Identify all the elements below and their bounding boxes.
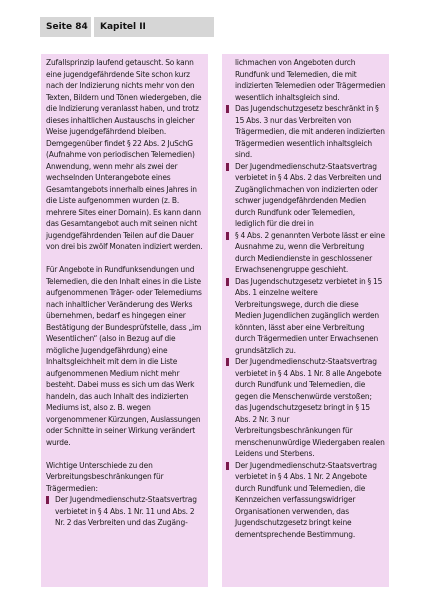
paragraph: Für Angebote in Rundfunksendungen und Telemedien, die den Inhalt eines in die Liste aufgenommenen Träger- oder Telemediums nach inhaltlicher Veränderung des Werks übernehmen, bedarf es hingegen einer Bestätigung der Bundesprüfstelle, dass „im Wesentlichen“ (also in Bezug auf die mögliche Jugendgefährdung) eine Inhaltsgleichheit mit dem in die Liste aufgenommenen Medium nicht mehr besteht. Dabei muss es sich um das Werk handeln, das auch Inhalt des indizierten Mediums ist, also z. B. wegen vorgenommener Kürzungen, Auslassungen oder Schnitte in seiner Wirkung verändert wurde. [46, 264, 202, 447]
list-item: Das Jugendschutzgesetz verbietet in § 15 Abs. 1 einzelne weitere Verbreitungswege, durch die diese Medien Jugendlichen zugänglich werden könnten, lässt aber eine Verbreitung durch Trägermedien unter Erwachsenen grundsätzlich zu. [226, 276, 386, 357]
list-item: Der Jugendmedienschutz-Staatsvertrag verbietet in § 4 Abs. 1 Nr. 2 Angebote durch Rundfunk und Telemedien, die Kennzeichen verfassungswidriger Organisationen verwenden, das Jugendschutzgesetz bringt keine dementsprechende Bestimmung. [226, 460, 386, 541]
list-item: Der Jugendmedienschutz-Staatsvertrag verbietet in § 4 Abs. 1 Nr. 8 alle Angebote durch Rundfunk und Telemedien, die gegen die Menschenwürde verstoßen; das Jugendschutzgesetz bringt in § 15 Abs. 2 Nr. 3 nur Verbreitungsbeschränkungen für menschenunwürdige Wiedergaben realen Leidens und Sterbens. [226, 356, 386, 460]
paragraph: Zufallsprinzip laufend getauscht. So kann eine jugendgefährdende Site schon kurz nach der Indizierung nichts mehr von den Texten, Bildern und Tönen wiedergeben, die die Indizierung veranlasst haben, und trotz dieses inhaltlichen Austauschs in gleicher Weise jugendgefährdend bleiben. Demgegenüber findet § 22 Abs. 2 JuSchG (Aufnahme von periodischen Telemedien) Anwendung, wenn mehr als zwei der wechselnden Unterangebote eines Gesamtangebots innerhalb eines Jahres in die Liste aufgenommen wurden (z. B. mehrere Sites einer Domain). Es kann dann das Gesamtangebot auch mit seinen nicht jugendgefährdenden Teilen auf die Dauer von drei bis zwölf Monaten indiziert werden. [46, 57, 203, 251]
page-header [0, 0, 422, 34]
list-item: Der Jugendmedienschutz-Staatsvertrag verbietet in § 4 Abs. 2 das Verbreiten und Zugänglichmachen von indizierten oder schwer jugendgefährdenden Medien durch Rundfunk oder Telemedien, lediglich für die drei in [226, 161, 386, 230]
paragraph: Wichtige Unterschiede zu den Verbreitungsbeschränkungen für Trägermedien: [46, 459, 164, 493]
left-text-column [41, 54, 208, 587]
chapter-label: Kapitel II [94, 17, 214, 37]
list-item: Der Jugendmedienschutz-Staatsvertrag verbietet in § 4 Abs. 1 Nr. 11 und Abs. 2 Nr. 2 das Verbreiten und das Zugäng- [46, 494, 204, 529]
page-number-label: Seite 84 [40, 17, 91, 37]
right-text-column [222, 54, 389, 587]
list-item: Das Jugendschutzgesetz beschränkt in § 15 Abs. 3 nur das Verbreiten von Trägermedien, die mit anderen indizierten Trägermedien wesentlich inhaltsgleich sind. [226, 103, 386, 161]
list-item-continuation: lichmachen von Angeboten durch Rundfunk und Telemedien, die mit indizierten Telemedien oder Trägermedien wesentlich inhaltsgleich sind. [235, 57, 386, 102]
list-item: § 4 Abs. 2 genannten Verbote lässt er eine Ausnahme zu, wenn die Verbreitung durch Mediendienste in geschlossener Erwachsenengruppe geschieht. [226, 230, 386, 276]
